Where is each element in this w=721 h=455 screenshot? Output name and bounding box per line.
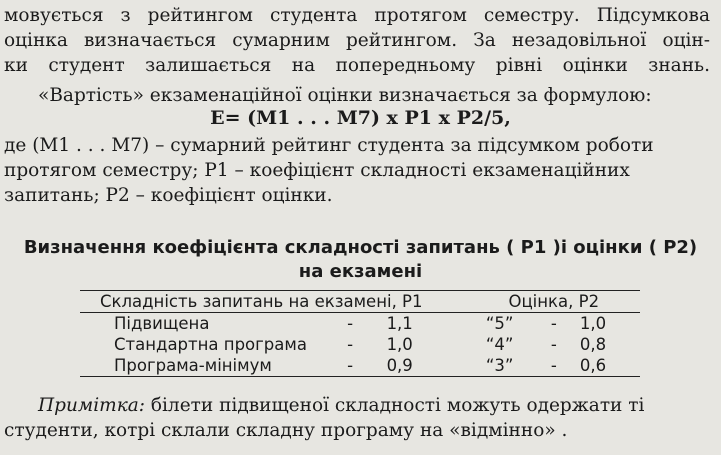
note-paragraph — [4, 393, 710, 443]
p1-value: 1,0 — [386, 335, 413, 354]
grade: “3” — [468, 355, 532, 377]
difficulty-name: Програма-мінімум — [80, 355, 318, 377]
p1-value: 0,9 — [383, 355, 468, 377]
text-line: студенти, котрі склали складну програму на «відмінно» . — [4, 420, 568, 441]
dash: - — [347, 314, 354, 333]
formula-intro: «Вартість» екзаменаційної оцінки визначається за формулою: — [38, 85, 652, 106]
table-row — [80, 355, 640, 377]
p1-value: 1,1 — [386, 314, 413, 333]
table-header-row — [80, 291, 640, 313]
text-line: запитань; P2 – коефіцієнт оцінки. — [4, 185, 333, 206]
coefficient-table — [80, 290, 640, 377]
difficulty-name: Стандартна програма — [114, 335, 307, 354]
text-line: протягом семестру; P1 – коефіцієнт складності екзаменаційних — [4, 160, 630, 181]
grade: “5” — [485, 314, 514, 333]
table-row — [80, 313, 640, 335]
text-line: ки студент залишається на попередньому рівні оцінки знань. — [4, 55, 710, 76]
grade: “4” — [485, 335, 514, 354]
p2-value: 1,0 — [579, 314, 607, 333]
dash: - — [318, 355, 383, 377]
note-label: Примітка: — [38, 395, 145, 416]
text-line: мовується з рейтингом студента протягом семестру. Підсумкова — [4, 5, 710, 26]
p2-value: 0,8 — [579, 335, 607, 354]
difficulty-name: Підвищена — [114, 314, 210, 333]
header-grade: Оцінка, P2 — [468, 291, 640, 313]
formula: E= (M1 . . . M7) x P1 x P2/5, — [210, 107, 511, 129]
formula-explanation — [4, 133, 710, 208]
p2-value: 0,6 — [576, 355, 640, 377]
dash: - — [550, 335, 557, 354]
dash: - — [347, 335, 354, 354]
dash: - — [550, 314, 557, 333]
table-title — [0, 236, 721, 284]
header-difficulty: Складність запитань на екзамені, P1 — [80, 291, 468, 313]
dash: - — [532, 355, 576, 377]
table-title-line: на екзамені — [298, 261, 423, 282]
text-line — [4, 393, 710, 418]
text-line: де (M1 . . . M7) – сумарний рейтинг студента за підсумком роботи — [4, 135, 654, 156]
text-line: оцінка визначається сумарним рейтингом. За незадовільної оцін- — [4, 30, 710, 51]
table-row — [80, 334, 640, 355]
table-title-line: Визначення коефіцієнта складності запитань ( P1 )і оцінки ( P2) — [23, 237, 698, 258]
intro-paragraph — [4, 3, 710, 78]
note-text: білети підвищеної складності можуть одержати ті — [145, 395, 645, 416]
